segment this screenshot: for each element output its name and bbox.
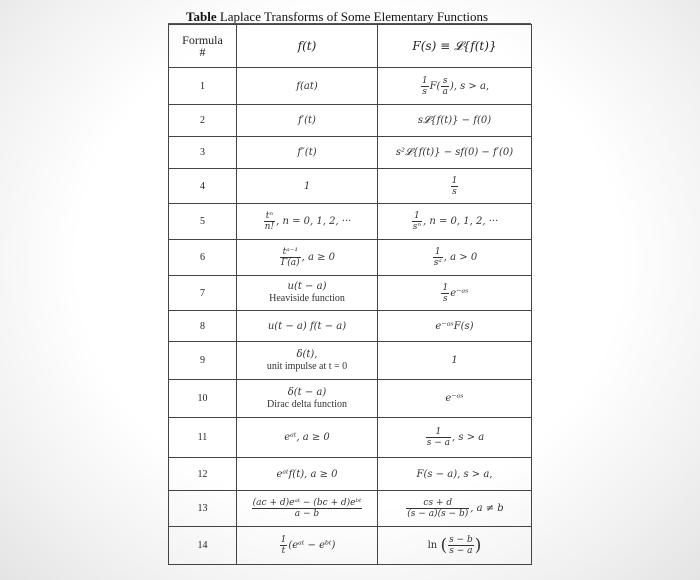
table-row [169,311,532,342]
ft-tail: (eᵃᵗ − eᵇᵗ) [288,540,336,551]
fraction-denominator: n! [264,222,275,232]
fraction-denominator: s [452,186,457,197]
Fs-cell: e⁻ᵃˢF(s) [378,311,532,342]
Fs-cell [378,68,532,105]
header-formula [169,25,237,68]
fraction-numerator: 1 [442,282,449,293]
fraction-denominator: a − b [294,509,320,519]
table-row [169,169,532,204]
table-row [169,491,532,527]
ft-expression: δ(t − a) [287,386,327,398]
table-row [169,276,532,311]
fraction-denominator: t [281,546,286,556]
fraction-numerator: tᵃ⁻¹ [280,247,301,258]
ft-tail: , a ≥ 0 [301,252,336,263]
fraction [252,498,363,519]
Fs-mid: F( [429,80,441,92]
Fs-tail: , n = 0, 1, 2, ··· [423,216,499,227]
fraction-numerator: 1 [433,247,443,258]
ft-cell [237,276,378,311]
fraction [451,176,459,197]
Fs-cell [378,491,532,527]
fraction-denominator: s [422,86,428,97]
Fs-cell [378,527,532,565]
table-row [169,105,532,137]
Fs-tail: , s > a [452,432,485,443]
Fs-cell [378,276,532,311]
fraction-numerator: 1 [412,211,422,222]
fraction [433,247,443,268]
ft-cell [237,380,378,418]
row-number: 10 [169,380,237,418]
table-row [169,240,532,276]
row-number: 6 [169,240,237,276]
row-number: 5 [169,204,237,240]
fraction [441,283,449,304]
ft-description: Heaviside function [269,293,345,304]
fraction [426,427,451,448]
Fs-cell [378,418,532,458]
table-row [169,458,532,491]
fraction-denominator: s − a [426,438,451,448]
fraction [421,76,429,97]
ft-cell [237,342,378,380]
ft-cell: 1 [237,169,378,204]
row-number: 7 [169,276,237,311]
fraction [264,211,275,232]
Fs-tail: ), s > a, [449,80,490,92]
ft-tail: , n = 0, 1, 2, ··· [276,216,352,227]
Fs-cell [378,204,532,240]
Fs-cell: F(s − a), s > a, [378,458,532,491]
header-ft: f(t) [237,25,378,68]
Fs-tail: , a > 0 [443,252,478,263]
ft-cell [237,527,378,565]
Fs-cell [378,240,532,276]
header-formula-line1: Formula [182,33,223,47]
row-number: 13 [169,491,237,527]
ft-cell [237,240,378,276]
fraction [280,247,301,268]
fraction-numerator: 1 [280,535,287,545]
ft-expression: u(t − a) [287,281,327,292]
ft-cell: f(at) [237,68,378,105]
caption-label: Table [186,9,217,24]
Fs-prefix: ln [427,540,438,551]
ft-description: unit impulse at t = 0 [266,360,348,372]
row-number: 4 [169,169,237,204]
fraction-denominator: s [443,293,448,304]
table-row [169,527,532,565]
fraction-numerator: s − b [449,535,473,545]
table-row [169,342,532,380]
fraction [448,535,474,556]
row-number: 8 [169,311,237,342]
fraction-numerator: cs + d [406,498,469,509]
ft-cell: f′(t) [237,105,378,137]
table-row [169,380,532,418]
laplace-table [168,24,532,565]
fraction [412,211,422,232]
fraction-numerator: (ac + d)eᵃᵗ − (bc + d)eᵇᵗ [252,498,362,508]
row-number: 9 [169,342,237,380]
fraction-denominator: sᵃ [433,258,442,268]
ft-cell [237,204,378,240]
row-number: 3 [169,137,237,169]
row-number: 11 [169,418,237,458]
fraction-denominator: (s − a)(s − b) [407,509,469,519]
left-paren: ( [440,535,448,556]
fraction-numerator: 1 [451,175,458,186]
table-row [169,418,532,458]
row-number: 12 [169,458,237,491]
table-row [169,204,532,240]
header-Fs: F(s) ≡ 𝓛{f(t)} [378,25,532,68]
caption-text: Laplace Transforms of Some Elementary Functions [216,9,489,24]
fraction [406,498,469,519]
fraction-numerator: 1 [421,75,428,86]
fraction [280,535,288,556]
header-formula-line2: # [199,45,206,59]
ft-cell: eᵃᵗ, a ≥ 0 [237,418,378,458]
ft-expression: δ(t), [296,348,318,360]
fraction-denominator: s − a [449,546,473,556]
header-row [169,25,532,68]
row-number: 1 [169,68,237,105]
fraction-denominator: Γ(a) [280,258,300,268]
fraction [441,76,448,97]
fraction-denominator: a [442,86,448,97]
Fs-cell: 1 [378,342,532,380]
fraction-numerator: tⁿ [264,211,275,222]
Fs-cell: s²𝓛{f(t)} − sf(0) − f′(0) [378,137,532,169]
row-number: 14 [169,527,237,565]
Fs-tail: , a ≠ b [470,503,504,514]
fraction-denominator: sⁿ [412,222,422,232]
ft-cell [237,491,378,527]
Fs-tail: e⁻ᵃˢ [450,287,469,299]
Fs-cell: e⁻ᵃˢ [378,380,532,418]
ft-cell: eᵃᵗf(t), a ≥ 0 [237,458,378,491]
table-row [169,137,532,169]
row-number: 2 [169,105,237,137]
ft-cell: f″(t) [237,137,378,169]
fraction-numerator: 1 [426,427,451,438]
right-paren: ) [474,535,482,556]
Fs-cell: s𝓛{f(t)} − f(0) [378,105,532,137]
fraction-numerator: s [442,75,448,86]
Fs-cell [378,169,532,204]
ft-description: Dirac delta function [267,398,347,410]
table-row [169,68,532,105]
ft-cell: u(t − a) f(t − a) [237,311,378,342]
